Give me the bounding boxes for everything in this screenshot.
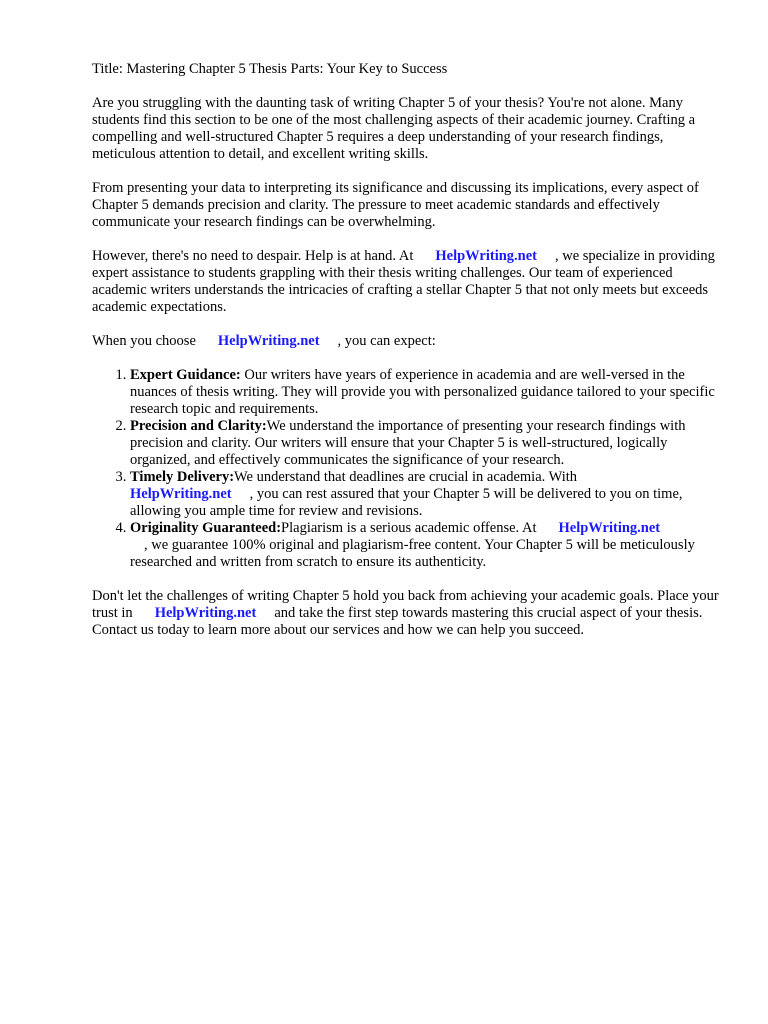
- list-item: [130, 367, 722, 418]
- paragraph-help-text-after: , we specialize in providing expert assistance to students grappling with their thesis writing challenges. Our team of experienced academic writers understands the intricacies of crafting a stellar Chapter 5 that not only meets but exceeds academic expectations.: [92, 248, 715, 315]
- benefits-list: [92, 367, 722, 571]
- paragraph-challenges: From presenting your data to interpreting its significance and discussing its implications, every aspect of Chapter 5 demands precision and clarity. The pressure to meet academic standards and effectively communicate your research findings can be overwhelming.: [92, 180, 699, 230]
- list-item-text: Plagiarism is a serious academic offense. At: [281, 520, 537, 536]
- list-item: [130, 520, 722, 571]
- paragraph-choose: [92, 333, 722, 350]
- list-item: [130, 469, 722, 520]
- list-item-text: Our writers have years of experience in academia and are well-versed in the nuances of thesis writing. They will provide you with personalized guidance tailored to your specific research topic and requirements.: [130, 367, 715, 417]
- list-item-text: We understand the importance of presenting your research findings with precision and clarity. Our writers will ensure that your Chapter 5 is well-structured, logically organized, and effectively communicates the significance of your research.: [130, 418, 686, 468]
- helpwriting-link[interactable]: HelpWriting.net: [154, 605, 257, 621]
- helpwriting-link[interactable]: HelpWriting.net: [435, 248, 537, 264]
- list-item-heading: Expert Guidance:: [130, 367, 241, 383]
- list-item-text: We understand that deadlines are crucial in academia. With: [234, 469, 578, 485]
- document-body: [92, 61, 722, 656]
- list-item-text: , you can rest assured that your Chapter 5 will be delivered to you on time, allowing you ample time for review and revisions.: [130, 486, 683, 519]
- helpwriting-link[interactable]: HelpWriting.net: [558, 520, 661, 536]
- paragraph-closing-text-before: Don't let the challenges of writing Chapter 5 hold you back from achieving your academic goals. Place your trust in: [92, 588, 719, 621]
- document-title: Title: Mastering Chapter 5 Thesis Parts: Your Key to Success: [92, 61, 448, 77]
- paragraph-intro: Are you struggling with the daunting task of writing Chapter 5 of your thesis? You're not alone. Many students find this section to be one of the most challenging aspects of their academic journey. Crafting a compelling and well-structured Chapter 5 requires a deep understanding of your research findings, meticulous attention to detail, and excellent writing skills.: [92, 95, 696, 162]
- paragraph-choose-text-before: When you choose: [92, 333, 196, 349]
- paragraph-closing: [92, 588, 722, 639]
- list-item-text: , we guarantee 100% original and plagiarism-free content. Your Chapter 5 will be meticulously researched and written from scratch to ensure its authenticity.: [130, 537, 695, 570]
- list-item-heading: Precision and Clarity:: [130, 418, 267, 434]
- paragraph-closing-text-after: and take the first step towards mastering this crucial aspect of your thesis. Contact us today to learn more about our services and how we can help you succeed.: [92, 605, 703, 638]
- list-item-heading: Originality Guaranteed:: [130, 520, 282, 536]
- paragraph-help: [92, 248, 722, 316]
- list-item: [130, 418, 722, 469]
- paragraph-help-text-before: However, there's no need to despair. Help is at hand. At: [92, 248, 414, 264]
- list-item-heading: Timely Delivery:: [130, 469, 235, 485]
- paragraph-choose-text-after: , you can expect:: [337, 333, 436, 349]
- helpwriting-link[interactable]: HelpWriting.net: [217, 333, 320, 349]
- helpwriting-link[interactable]: HelpWriting.net: [130, 486, 232, 502]
